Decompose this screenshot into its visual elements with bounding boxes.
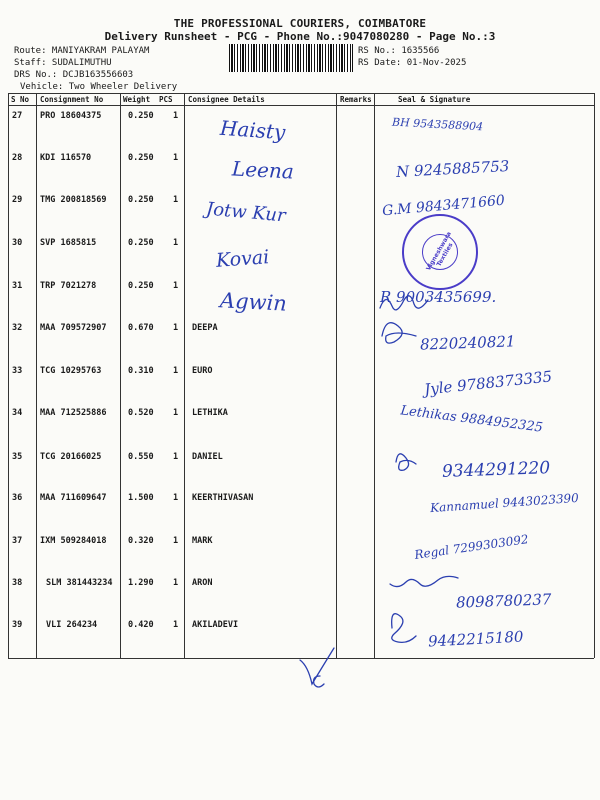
handwritten-signature: Regal 7299303092 bbox=[413, 532, 530, 562]
header-seal: Seal & Signature bbox=[398, 95, 471, 104]
rs-date: RS Date: 01-Nov-2025 bbox=[358, 58, 467, 68]
header-weight: Weight bbox=[123, 95, 151, 104]
row-sno: 33 bbox=[12, 366, 23, 376]
row-consignee: DEEPA bbox=[192, 323, 218, 333]
row-consignment-no: PRO 18604375 bbox=[40, 111, 102, 121]
handwritten-signature: BH 9543588904 bbox=[391, 115, 484, 134]
row-weight: 0.520 bbox=[128, 408, 154, 418]
row-weight: 1.290 bbox=[128, 578, 154, 588]
row-weight: 0.550 bbox=[128, 452, 154, 462]
route-label: Route: MANIYAKRAM PALAYAM bbox=[14, 46, 150, 56]
row-consignee: ARON bbox=[192, 578, 213, 588]
handwritten-signature: Lethikas 9884952325 bbox=[399, 403, 544, 436]
row-sno: 30 bbox=[12, 238, 23, 248]
handwritten-signature: G.M 9843471660 bbox=[381, 192, 506, 220]
row-sno: 29 bbox=[12, 195, 23, 205]
row-consignee: DANIEL bbox=[192, 452, 223, 462]
row-pcs: 1 bbox=[173, 153, 179, 163]
handwritten-name: Kovai bbox=[215, 246, 270, 272]
row-weight: 0.670 bbox=[128, 323, 154, 333]
row-sno: 32 bbox=[12, 323, 23, 333]
scribble-stroke bbox=[382, 323, 416, 343]
row-weight: 0.320 bbox=[128, 536, 154, 546]
handwritten-signature: 9344291220 bbox=[441, 458, 551, 482]
vehicle-label: Vehicle: Two Wheeler Delivery bbox=[20, 82, 178, 92]
row-pcs: 1 bbox=[173, 366, 179, 376]
row-weight: 0.250 bbox=[128, 195, 154, 205]
row-sno: 34 bbox=[12, 408, 23, 418]
scribble-stroke bbox=[392, 614, 416, 643]
handwritten-signature: 8098780237 bbox=[455, 590, 552, 612]
row-consignee: EURO bbox=[192, 366, 213, 376]
row-sno: 37 bbox=[12, 536, 23, 546]
row-sno: 38 bbox=[12, 578, 23, 588]
row-sno: 39 bbox=[12, 620, 23, 630]
row-pcs: 1 bbox=[173, 536, 179, 546]
row-consignee: LETHIKA bbox=[192, 408, 228, 418]
row-consignment-no: MAA 711609647 bbox=[40, 493, 107, 503]
row-consignment-no: SVP 1685815 bbox=[40, 238, 97, 248]
row-sno: 35 bbox=[12, 452, 23, 462]
runsheet-subtitle: Delivery Runsheet - PCG - Phone No.:9047080280 - Page No.:3 bbox=[104, 30, 496, 43]
handwritten-signature: 8220240821 bbox=[419, 332, 516, 354]
handwritten-signature: Jyle 9788373335 bbox=[423, 367, 553, 399]
header-consignee: Consignee Details bbox=[188, 95, 265, 104]
row-pcs: 1 bbox=[173, 238, 179, 248]
header-pcs: PCS bbox=[159, 95, 173, 104]
row-sno: 36 bbox=[12, 493, 23, 503]
row-weight: 0.250 bbox=[128, 281, 154, 291]
row-consignee: AKILADEVI bbox=[192, 620, 239, 630]
row-pcs: 1 bbox=[173, 620, 179, 630]
row-consignment-no: IXM 509284018 bbox=[40, 536, 107, 546]
row-pcs: 1 bbox=[173, 493, 179, 503]
barcode-image bbox=[229, 44, 353, 72]
drs-label: DRS No.: DCJB163556603 bbox=[14, 70, 134, 80]
row-consignment-no: VLI 264234 bbox=[46, 620, 98, 630]
handwritten-name: Jotw Kur bbox=[205, 198, 287, 227]
company-stamp bbox=[402, 214, 478, 290]
staff-label: Staff: SUDALIMUTHU bbox=[14, 58, 112, 68]
row-weight: 0.420 bbox=[128, 620, 154, 630]
handwritten-name: Haisty bbox=[219, 115, 287, 145]
row-consignment-no: TRP 7021278 bbox=[40, 281, 97, 291]
handwritten-name: Leena bbox=[231, 156, 295, 184]
row-pcs: 1 bbox=[173, 323, 179, 333]
runsheet-title: THE PROFESSIONAL COURIERS, COIMBATORE bbox=[173, 17, 427, 30]
row-consignment-no: TMG 200818569 bbox=[40, 195, 107, 205]
handwritten-signature: 9442215180 bbox=[427, 627, 524, 651]
row-weight: 0.310 bbox=[128, 366, 154, 376]
row-sno: 28 bbox=[12, 153, 23, 163]
rs-number: RS No.: 1635566 bbox=[358, 46, 440, 56]
row-consignee: KEERTHIVASAN bbox=[192, 493, 254, 503]
row-weight: 0.250 bbox=[128, 111, 154, 121]
row-pcs: 1 bbox=[173, 111, 179, 121]
row-sno: 31 bbox=[12, 281, 23, 291]
handwritten-signature: Kannamuel 9443023390 bbox=[429, 490, 580, 516]
row-pcs: 1 bbox=[173, 452, 179, 462]
scribble-stroke bbox=[396, 454, 416, 471]
row-consignment-no: KDI 116570 bbox=[40, 153, 92, 163]
row-consignment-no: MAA 709572907 bbox=[40, 323, 107, 333]
tick-mark bbox=[300, 648, 334, 684]
handwritten-name: Agwin bbox=[219, 288, 288, 316]
scribble-stroke bbox=[390, 576, 458, 586]
header-consignment: Consignment No bbox=[40, 95, 104, 104]
row-consignment-no: MAA 712525886 bbox=[40, 408, 107, 418]
tick-mark bbox=[314, 676, 324, 687]
row-weight: 0.250 bbox=[128, 238, 154, 248]
row-consignment-no: SLM 381443234 bbox=[46, 578, 113, 588]
handwritten-signature: N 9245885753 bbox=[395, 157, 510, 181]
row-pcs: 1 bbox=[173, 578, 179, 588]
header-sno: S No bbox=[11, 95, 30, 104]
row-pcs: 1 bbox=[173, 195, 179, 205]
row-consignee: MARK bbox=[192, 536, 213, 546]
row-consignment-no: TCG 10295763 bbox=[40, 366, 102, 376]
row-pcs: 1 bbox=[173, 408, 179, 418]
row-weight: 1.500 bbox=[128, 493, 154, 503]
row-weight: 0.250 bbox=[128, 153, 154, 163]
row-pcs: 1 bbox=[173, 281, 179, 291]
row-sno: 27 bbox=[12, 111, 23, 121]
handwritten-signature: R 9003435699. bbox=[380, 288, 497, 306]
stamp-text: Vigneshwara Textiles bbox=[425, 230, 455, 272]
row-consignment-no: TCG 20166025 bbox=[40, 452, 102, 462]
header-remarks: Remarks bbox=[340, 95, 372, 104]
